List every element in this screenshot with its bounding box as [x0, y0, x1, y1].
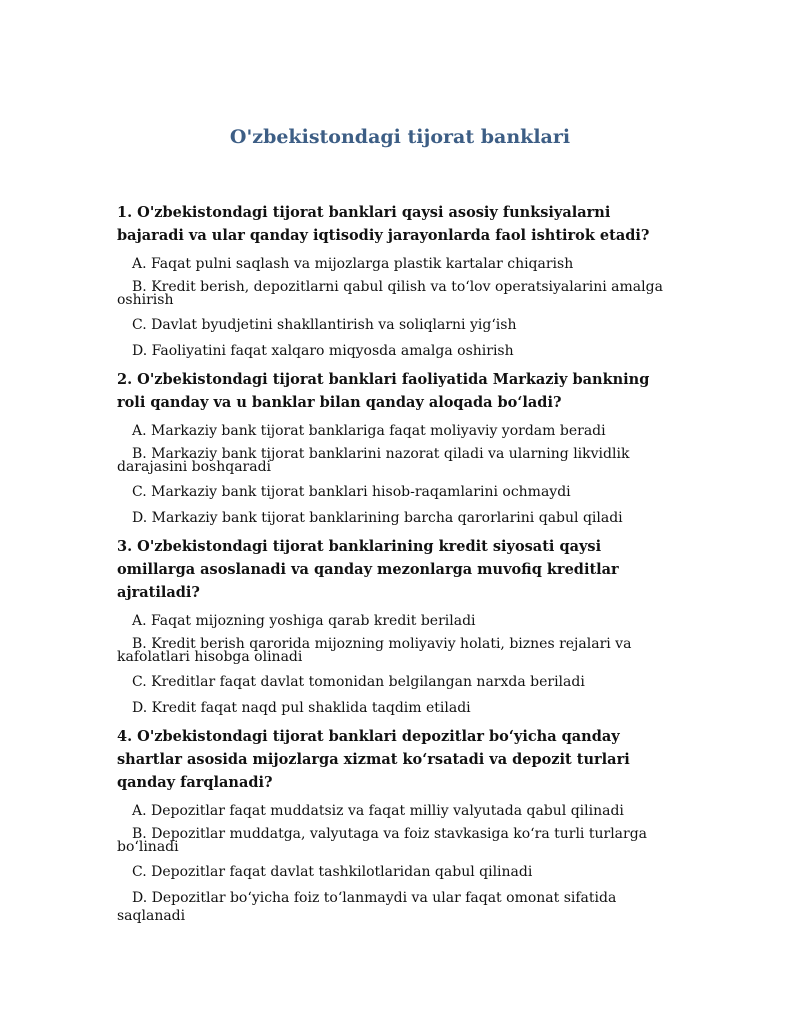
answer-option-d: D. Kredit faqat naqd pul shaklida taqdim etiladi: [132, 700, 471, 716]
question-2: [117, 368, 677, 527]
answer-option-b: B. Markaziy bank tijorat banklarini nazorat qiladi va ularning likvidlik darajasini boshqaradi: [117, 446, 630, 475]
answer-option-d: D. Markaziy bank tijorat banklarining barcha qarorlarini qabul qiladi: [132, 510, 623, 526]
answer-option-c: C. Davlat byudjetini shakllantirish va soliqlarni yig‘ish: [132, 317, 517, 333]
question-text: 4. O'zbekistondagi tijorat banklari depozitlar bo‘yicha qanday shartlar asosida mijozlarga xizmat ko‘rsatadi va depozit turlari qanday farqlanadi?: [117, 728, 630, 791]
answer-option-b: B. Depozitlar muddatga, valyutaga va foiz stavkasiga ko‘ra turli turlarga bo‘linadi: [117, 826, 648, 855]
question-1: [117, 201, 677, 360]
question-4: [117, 725, 677, 925]
answer-option-a: A. Depozitlar faqat muddatsiz va faqat milliy valyutada qabul qilinadi: [132, 803, 624, 819]
answer-option-c: C. Depozitlar faqat davlat tashkilotlaridan qabul qilinadi: [132, 864, 533, 880]
question-text: 1. O'zbekistondagi tijorat banklari qaysi asosiy funksiyalarni bajaradi va ular qanday iqtisodiy jarayonlarda faol ishtirok etadi?: [117, 204, 650, 244]
answer-option-c: C. Kreditlar faqat davlat tomonidan belgilangan narxda beriladi: [132, 674, 585, 690]
answer-option-b: B. Kredit berish, depozitlarni qabul qilish va to‘lov operatsiyalarini amalga oshirish: [117, 279, 663, 308]
document-title: O'zbekistondagi tijorat banklari: [229, 126, 571, 148]
answer-option-d: D. Faoliyatini faqat xalqaro miqyosda amalga oshirish: [132, 343, 514, 359]
answer-option-a: A. Faqat pulni saqlash va mijozlarga plastik kartalar chiqarish: [132, 256, 574, 272]
answer-option-d: D. Depozitlar bo‘yicha foiz to‘lanmaydi va ular faqat omonat sifatida saqlanadi: [117, 890, 617, 924]
answer-option-a: A. Faqat mijozning yoshiga qarab kredit beriladi: [132, 613, 476, 629]
answer-option-a: A. Markaziy bank tijorat banklariga faqat moliyaviy yordam beradi: [132, 423, 606, 439]
question-text: 3. O'zbekistondagi tijorat banklarining kredit siyosati qaysi omillarga asoslanadi va qanday mezonlarga muvofiq kreditlar ajratiladi?: [117, 538, 619, 601]
question-3: [117, 535, 677, 717]
question-list: [117, 201, 677, 933]
question-text: 2. O'zbekistondagi tijorat banklari faoliyatida Markaziy bankning roli qanday va u banklar bilan qanday aloqada bo‘ladi?: [117, 371, 650, 411]
answer-option-b: B. Kredit berish qarorida mijozning moliyaviy holati, biznes rejalari va kafolatlari hisobga olinadi: [117, 636, 632, 665]
answer-option-c: C. Markaziy bank tijorat banklari hisob-raqamlarini ochmaydi: [132, 484, 571, 500]
